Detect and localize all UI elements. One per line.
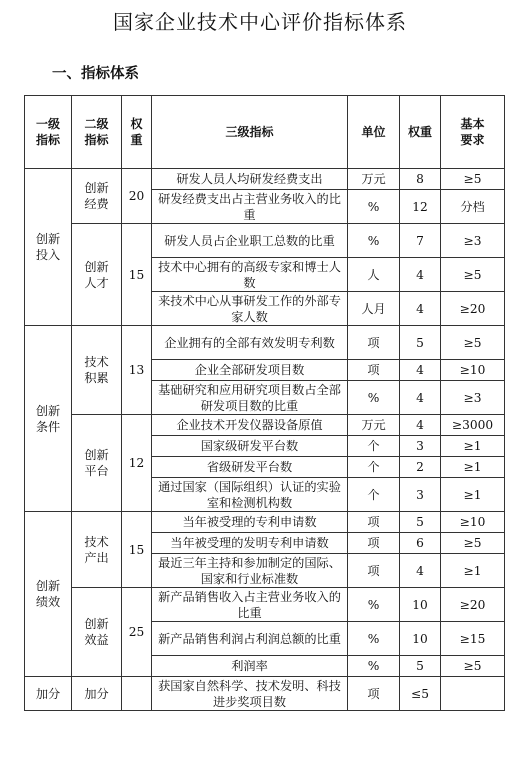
indicator-cell: 国家级研发平台数 (152, 436, 348, 457)
header-level2: 二级 指标 (72, 96, 122, 169)
cell-text: 创新 (35, 232, 61, 246)
unit-cell: % (348, 190, 400, 224)
section-heading: 一、指标体系 (52, 66, 139, 82)
weight-cell: 5 (400, 326, 441, 360)
requirement-cell: ≥5 (441, 169, 505, 190)
weight-cell: 6 (400, 533, 441, 554)
indicator-cell: 通过国家（国际组织）认证的实验室和检测机构数 (152, 478, 348, 512)
indicator-cell: 来技术中心从事研发工作的外部专家人数 (152, 292, 348, 326)
table-row (25, 588, 505, 622)
weight-cell: 4 (400, 360, 441, 381)
indicator-cell: 技术中心拥有的高级专家和博士人数 (152, 258, 348, 292)
cell-text: 平台 (84, 464, 109, 478)
cell-text: 技术 (84, 534, 109, 549)
unit-cell: % (348, 656, 400, 677)
cell-text: 经费 (84, 197, 109, 211)
cell-text: 绩效 (35, 595, 61, 609)
requirement-cell: ≥15 (441, 622, 505, 656)
weight-cell: 2 (400, 457, 441, 478)
level1-cell (25, 512, 72, 677)
indicator-table (24, 95, 505, 711)
level2-weight-cell: 15 (122, 224, 152, 326)
indicator-cell: 省级研发平台数 (152, 457, 348, 478)
requirement-cell: ≥1 (441, 554, 505, 588)
indicator-cell: 最近三年主持和参加制定的国际、国家和行业标准数 (152, 554, 348, 588)
weight-cell: 3 (400, 436, 441, 457)
requirement-cell: ≥5 (441, 533, 505, 554)
level2-cell (72, 326, 122, 415)
cell-text: 创新 (35, 579, 61, 593)
level2-cell (72, 677, 122, 711)
level2-weight-cell (122, 677, 152, 711)
weight-cell: 4 (400, 381, 441, 415)
weight-cell: 4 (400, 292, 441, 326)
unit-cell: % (348, 381, 400, 415)
table-row (25, 224, 505, 258)
weight-cell: 5 (400, 512, 441, 533)
header-level3: 三级指标 (152, 96, 348, 169)
page-title: 国家企业技术中心评价指标体系 (113, 10, 407, 34)
level1-cell (25, 326, 72, 512)
cell-text: 条件 (35, 419, 61, 434)
level2-weight-cell: 13 (122, 326, 152, 415)
level2-cell (72, 512, 122, 588)
indicator-cell: 研发人员占企业职工总数的比重 (152, 224, 348, 258)
cell-text: 创新 (84, 181, 109, 195)
unit-cell: 个 (348, 436, 400, 457)
cell-text: 投入 (35, 248, 61, 262)
header-weight: 权 重 (122, 96, 152, 169)
requirement-cell: ≥1 (441, 436, 505, 457)
indicator-cell: 新产品销售收入占主营业务收入的比重 (152, 588, 348, 622)
table-row (25, 326, 505, 360)
weight-cell: ≤5 (400, 677, 441, 711)
cell-text: 技术 (84, 355, 109, 369)
requirement-cell: ≥5 (441, 656, 505, 677)
level2-cell (72, 588, 122, 677)
header-level1: 一级 指标 (25, 96, 72, 169)
level2-cell (72, 169, 122, 224)
indicator-cell: 企业技术开发仪器设备原值 (152, 415, 348, 436)
requirement-cell: ≥1 (441, 457, 505, 478)
weight-cell: 4 (400, 415, 441, 436)
indicator-cell: 当年被受理的发明专利申请数 (152, 533, 348, 554)
cell-text: 创新 (84, 617, 109, 631)
cell-text: 人才 (84, 275, 109, 290)
header-weight3: 权重 (400, 96, 441, 169)
unit-cell: 项 (348, 533, 400, 554)
header-unit: 单位 (348, 96, 400, 169)
weight-cell: 7 (400, 224, 441, 258)
header-requirement: 基本 要求 (441, 96, 505, 169)
cell-text: 加分 (35, 686, 61, 701)
table-row (25, 415, 505, 436)
requirement-cell: ≥3 (441, 381, 505, 415)
unit-cell: % (348, 224, 400, 258)
weight-cell: 4 (400, 554, 441, 588)
unit-cell: 项 (348, 554, 400, 588)
indicator-cell: 基础研究和应用研究项目数占全部研发项目数的比重 (152, 381, 348, 415)
weight-cell: 10 (400, 622, 441, 656)
cell-text: 效益 (84, 633, 109, 647)
unit-cell: 个 (348, 457, 400, 478)
level1-cell (25, 169, 72, 326)
cell-text: 创新 (84, 259, 109, 274)
indicator-cell: 当年被受理的专利申请数 (152, 512, 348, 533)
unit-cell: 万元 (348, 415, 400, 436)
requirement-cell: ≥10 (441, 512, 505, 533)
indicator-cell: 利润率 (152, 656, 348, 677)
cell-text: 产出 (84, 550, 109, 565)
header-row (25, 96, 505, 169)
requirement-cell: 分档 (441, 190, 505, 224)
unit-cell: % (348, 588, 400, 622)
cell-text: 积累 (84, 371, 109, 385)
level2-cell (72, 224, 122, 326)
level2-cell (72, 415, 122, 512)
unit-cell: 项 (348, 512, 400, 533)
level2-weight-cell: 12 (122, 415, 152, 512)
unit-cell: 个 (348, 478, 400, 512)
requirement-cell: ≥10 (441, 360, 505, 381)
weight-cell: 5 (400, 656, 441, 677)
weight-cell: 8 (400, 169, 441, 190)
level2-weight-cell: 25 (122, 588, 152, 677)
requirement-cell: ≥5 (441, 258, 505, 292)
table-row (25, 512, 505, 533)
level1-cell (25, 677, 72, 711)
weight-cell: 4 (400, 258, 441, 292)
unit-cell: 人 (348, 258, 400, 292)
unit-cell: 万元 (348, 169, 400, 190)
cell-text: 创新 (35, 403, 61, 418)
indicator-cell: 研发经费支出占主营业务收入的比重 (152, 190, 348, 224)
indicator-cell: 获国家自然科学、技术发明、科技进步奖项目数 (152, 677, 348, 711)
unit-cell: 人月 (348, 292, 400, 326)
weight-cell: 3 (400, 478, 441, 512)
unit-cell: 项 (348, 326, 400, 360)
table-row (25, 677, 505, 711)
unit-cell: 项 (348, 360, 400, 381)
indicator-cell: 企业全部研发项目数 (152, 360, 348, 381)
indicator-cell: 研发人员人均研发经费支出 (152, 169, 348, 190)
level2-weight-cell: 20 (122, 169, 152, 224)
unit-cell: % (348, 622, 400, 656)
indicator-cell: 企业拥有的全部有效发明专利数 (152, 326, 348, 360)
requirement-cell: ≥1 (441, 478, 505, 512)
weight-cell: 10 (400, 588, 441, 622)
weight-cell: 12 (400, 190, 441, 224)
requirement-cell: ≥3 (441, 224, 505, 258)
requirement-cell: ≥20 (441, 292, 505, 326)
cell-text: 创新 (84, 448, 109, 462)
cell-text: 加分 (84, 686, 109, 701)
requirement-cell: ≥5 (441, 326, 505, 360)
requirement-cell: ≥20 (441, 588, 505, 622)
table-row (25, 169, 505, 190)
unit-cell: 项 (348, 677, 400, 711)
requirement-cell: ≥3000 (441, 415, 505, 436)
requirement-cell (441, 677, 505, 711)
level2-weight-cell: 15 (122, 512, 152, 588)
indicator-cell: 新产品销售利润占利润总额的比重 (152, 622, 348, 656)
